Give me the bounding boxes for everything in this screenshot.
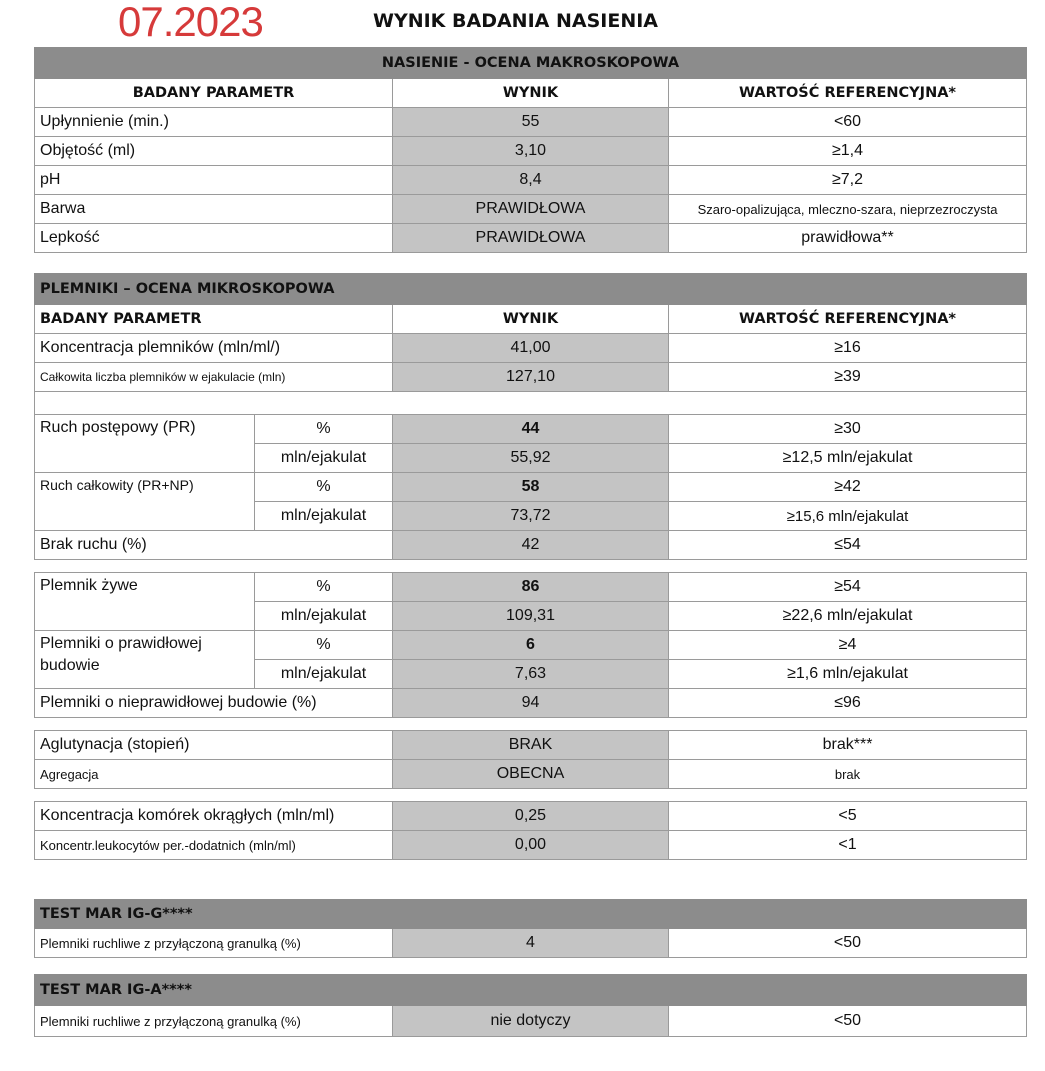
result-cell: 4 — [393, 929, 669, 958]
reference-cell: <60 — [669, 108, 1027, 137]
macro-section-title: NASIENIE - OCENA MAKROSKOPOWA — [35, 48, 1027, 79]
micro-table — [34, 273, 1027, 860]
reference-cell: <1 — [669, 831, 1027, 860]
reference-cell: ≥39 — [669, 363, 1027, 392]
result-cell: 73,72 — [393, 502, 669, 531]
table-row — [35, 224, 1027, 253]
mar-iga-title: TEST MAR IG-A**** — [35, 975, 1027, 1006]
unit-cell: % — [255, 631, 393, 660]
unit-cell: mln/ejakulat — [255, 602, 393, 631]
spacer-row — [35, 560, 1027, 573]
result-cell: 127,10 — [393, 363, 669, 392]
table-row — [35, 689, 1027, 718]
reference-cell: ≥42 — [669, 473, 1027, 502]
reference-cell: ≥4 — [669, 631, 1027, 660]
mar-igg-section — [34, 899, 1026, 958]
spacer-row — [35, 718, 1027, 731]
param-cell: Upłynnienie (min.) — [35, 108, 393, 137]
result-cell: 8,4 — [393, 166, 669, 195]
reference-cell: ≥54 — [669, 573, 1027, 602]
param-cell: pH — [35, 166, 393, 195]
result-cell: 94 — [393, 689, 669, 718]
result-cell: PRAWIDŁOWA — [393, 224, 669, 253]
reference-cell: ≥7,2 — [669, 166, 1027, 195]
table-row — [35, 137, 1027, 166]
result-cell: 55,92 — [393, 444, 669, 473]
reference-cell: <50 — [669, 1006, 1027, 1037]
param-cell: Koncentracja plemników (mln/ml/) — [35, 334, 393, 363]
mar-igg-title: TEST MAR IG-G**** — [35, 900, 1027, 929]
result-cell: 0,25 — [393, 802, 669, 831]
reference-cell: ≤54 — [669, 531, 1027, 560]
result-cell: 86 — [393, 573, 669, 602]
result-cell: 41,00 — [393, 334, 669, 363]
table-row — [35, 108, 1027, 137]
param-cell: Koncentracja komórek okrągłych (mln/ml) — [35, 802, 393, 831]
param-cell: Plemniki o nieprawidłowej budowie (%) — [35, 689, 393, 718]
unit-cell: % — [255, 473, 393, 502]
param-cell: Plemniki o prawidłowej budowie — [35, 631, 255, 689]
reference-cell: ≥12,5 mln/ejakulat — [669, 444, 1027, 473]
param-cell: Agregacja — [35, 760, 393, 789]
unit-cell: % — [255, 573, 393, 602]
result-cell: OBECNA — [393, 760, 669, 789]
result-cell: 44 — [393, 415, 669, 444]
macro-header-row — [35, 79, 1027, 108]
param-cell: Aglutynacja (stopień) — [35, 731, 393, 760]
result-cell: 7,63 — [393, 660, 669, 689]
macro-section — [34, 47, 1026, 253]
unit-cell: % — [255, 415, 393, 444]
result-cell: 55 — [393, 108, 669, 137]
reference-cell: ≥22,6 mln/ejakulat — [669, 602, 1027, 631]
reference-cell: <50 — [669, 929, 1027, 958]
unit-cell: mln/ejakulat — [255, 444, 393, 473]
micro-section — [34, 273, 1026, 860]
table-row — [35, 573, 1027, 602]
param-cell: Plemniki ruchliwe z przyłączoną granulką (%) — [35, 1006, 393, 1037]
param-cell: Plemniki ruchliwe z przyłączoną granulką (%) — [35, 929, 393, 958]
macro-table — [34, 47, 1027, 253]
spacer-cell — [35, 718, 1027, 731]
unit-cell: mln/ejakulat — [255, 502, 393, 531]
reference-column-header: WARTOŚĆ REFERENCYJNA* — [669, 79, 1027, 108]
param-cell: Barwa — [35, 195, 393, 224]
reference-cell: ≥1,4 — [669, 137, 1027, 166]
reference-column-header: WARTOŚĆ REFERENCYJNA* — [669, 305, 1027, 334]
result-cell: 42 — [393, 531, 669, 560]
table-row — [35, 195, 1027, 224]
table-row — [35, 334, 1027, 363]
param-cell: Lepkość — [35, 224, 393, 253]
table-row — [35, 802, 1027, 831]
spacer-row — [35, 392, 1027, 415]
table-row — [35, 631, 1027, 660]
mar-igg-table — [34, 899, 1027, 958]
param-cell: Plemnik żywe — [35, 573, 255, 631]
param-cell: Ruch postępowy (PR) — [35, 415, 255, 473]
param-cell: Koncentr.leukocytów per.-dodatnich (mln/ml) — [35, 831, 393, 860]
table-row — [35, 760, 1027, 789]
spacer-cell — [35, 789, 1027, 802]
micro-header-row — [35, 305, 1027, 334]
reference-cell: brak*** — [669, 731, 1027, 760]
param-cell: Objętość (ml) — [35, 137, 393, 166]
result-cell: PRAWIDŁOWA — [393, 195, 669, 224]
spacer-cell — [35, 560, 1027, 573]
result-cell: 3,10 — [393, 137, 669, 166]
result-cell: 0,00 — [393, 831, 669, 860]
spacer-row — [35, 789, 1027, 802]
spacer-cell — [35, 392, 1027, 415]
result-cell: 109,31 — [393, 602, 669, 631]
unit-cell: mln/ejakulat — [255, 660, 393, 689]
reference-cell: ≥16 — [669, 334, 1027, 363]
document-title: WYNIK BADANIA NASIENIA — [373, 10, 658, 32]
table-row — [35, 531, 1027, 560]
result-column-header: WYNIK — [393, 79, 669, 108]
reference-cell: Szaro-opalizująca, mleczno-szara, nieprzezroczysta — [669, 195, 1027, 224]
mar-iga-table — [34, 974, 1027, 1037]
table-row — [35, 415, 1027, 444]
mar-iga-section — [34, 974, 1026, 1037]
result-column-header: WYNIK — [393, 305, 669, 334]
micro-section-title: PLEMNIKI – OCENA MIKROSKOPOWA — [35, 274, 1027, 305]
param-cell: Brak ruchu (%) — [35, 531, 393, 560]
report-date: 07.2023 — [118, 0, 263, 45]
macro-title-row — [35, 48, 1027, 79]
reference-cell: ≥1,6 mln/ejakulat — [669, 660, 1027, 689]
result-cell: 6 — [393, 631, 669, 660]
micro-title-row — [35, 274, 1027, 305]
table-row — [35, 929, 1027, 958]
reference-cell: ≥15,6 mln/ejakulat — [669, 502, 1027, 531]
param-column-header: BADANY PARAMETR — [35, 305, 393, 334]
param-cell: Ruch całkowity (PR+NP) — [35, 473, 255, 531]
result-cell: BRAK — [393, 731, 669, 760]
reference-cell: <5 — [669, 802, 1027, 831]
reference-cell: ≥30 — [669, 415, 1027, 444]
table-row — [35, 1006, 1027, 1037]
table-row — [35, 731, 1027, 760]
result-cell: 58 — [393, 473, 669, 502]
table-row — [35, 363, 1027, 392]
mar-iga-title-row — [35, 975, 1027, 1006]
reference-cell: prawidłowa** — [669, 224, 1027, 253]
param-column-header: BADANY PARAMETR — [35, 79, 393, 108]
table-row — [35, 473, 1027, 502]
result-cell: nie dotyczy — [393, 1006, 669, 1037]
reference-cell: ≤96 — [669, 689, 1027, 718]
param-cell: Całkowita liczba plemników w ejakulacie (mln) — [35, 363, 393, 392]
table-row — [35, 166, 1027, 195]
mar-igg-title-row — [35, 900, 1027, 929]
reference-cell: brak — [669, 760, 1027, 789]
table-row — [35, 831, 1027, 860]
